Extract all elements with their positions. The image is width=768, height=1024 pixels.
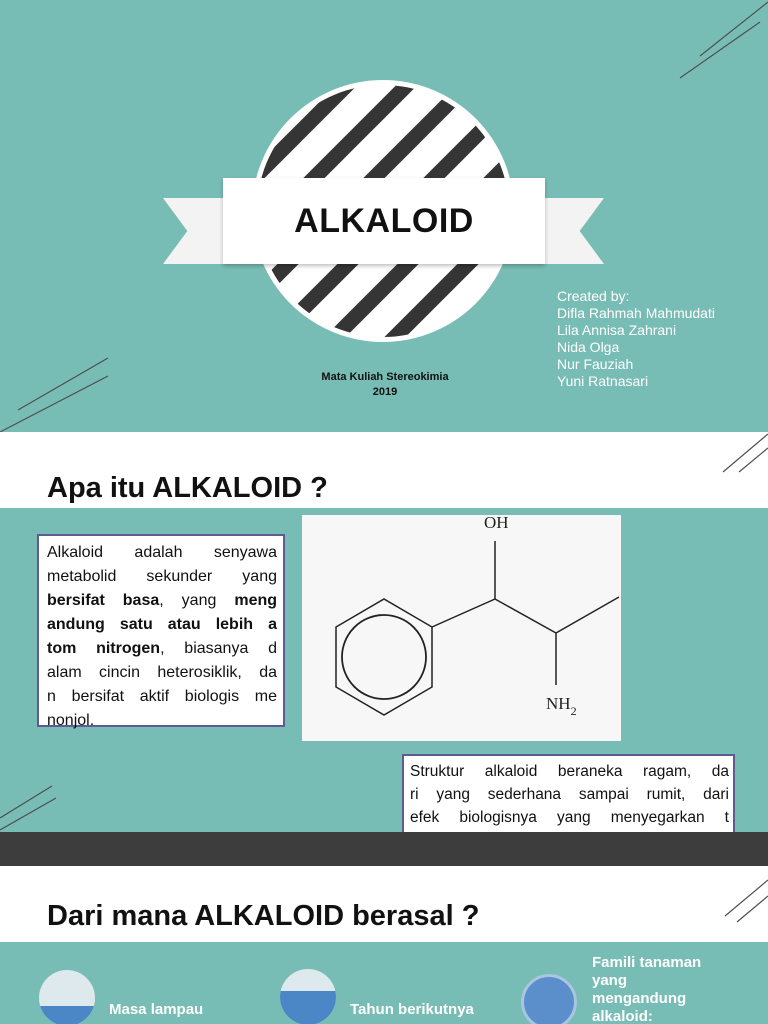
course-info [280, 370, 490, 400]
timeline-circle [280, 969, 336, 1024]
slide-divider-band [0, 832, 768, 866]
circle-fill [280, 991, 336, 1024]
section-heading: Dari mana ALKALOID berasal ? [47, 900, 480, 932]
family-label-line: mengandung [592, 990, 687, 1007]
decorative-lines [715, 432, 768, 482]
timeline-label: Masa lampau [109, 1001, 204, 1018]
definition-line [47, 589, 277, 613]
author-name: Nur Fauziah [557, 356, 634, 372]
decorative-lines [0, 778, 60, 832]
circle-fill [39, 1006, 95, 1024]
note-line: ri yang sederhana sampai rumit, dari [410, 786, 729, 803]
definition-line [47, 637, 277, 661]
definition-line: n bersifat aktif biologis me [47, 688, 277, 705]
definition-line: metabolid sekunder yang [47, 568, 277, 585]
decorative-lines [715, 866, 768, 926]
definition-text: , yang [159, 592, 235, 609]
author-name: Yuni Ratnasari [557, 373, 649, 389]
origin-slide-header [0, 866, 768, 942]
author-name: Nida Olga [557, 339, 620, 355]
section-heading: Apa itu ALKALOID ? [47, 472, 328, 504]
timeline-circle [39, 970, 95, 1024]
title-slide [0, 0, 768, 432]
slide-title: ALKALOID [294, 201, 474, 240]
family-label-line: alkaloid: [592, 1008, 653, 1024]
author-name: Difla Rahmah Mahmudati [557, 305, 715, 321]
emphasis-text: bersifat basa [47, 592, 160, 609]
course-name: Mata Kuliah Stereokimia [321, 371, 449, 383]
family-label-line: yang [592, 972, 628, 989]
definition-box [37, 534, 285, 727]
definition-line: alam cincin heterosiklik, da [47, 664, 277, 681]
definition-line: andung satu atau lebih a [47, 616, 277, 633]
amine-text: NH [546, 694, 571, 713]
author-name: Lila Annisa Zahrani [557, 322, 677, 338]
course-year: 2019 [372, 386, 398, 398]
family-label-line: Famili tanaman [592, 954, 702, 971]
timeline-label: Tahun berikutnya [350, 1001, 474, 1018]
chemical-structure-image [302, 515, 621, 741]
note-line: efek biologisnya yang menyegarkan t [410, 809, 729, 826]
definition-slide-header [0, 432, 768, 508]
note-line: Struktur alkaloid beraneka ragam, da [410, 763, 729, 780]
amine-subscript: 2 [570, 704, 577, 718]
definition-text: , biasanya d [160, 640, 278, 657]
authors-block [557, 288, 715, 390]
origin-slide-body [0, 942, 768, 1024]
structure-diagram [302, 515, 621, 741]
emphasis-text: tom nitrogen [47, 640, 161, 657]
title-ribbon [223, 178, 545, 264]
emphasis-text: meng [234, 592, 278, 609]
amine-label [546, 694, 577, 718]
timeline-circle-full [521, 974, 577, 1024]
definition-line: nonjol. [47, 712, 95, 729]
family-label [592, 954, 701, 1024]
definition-line: Alkaloid adalah senyawa [47, 544, 277, 561]
hydroxyl-label: OH [484, 515, 509, 532]
created-by-label: Created by: [557, 288, 630, 304]
